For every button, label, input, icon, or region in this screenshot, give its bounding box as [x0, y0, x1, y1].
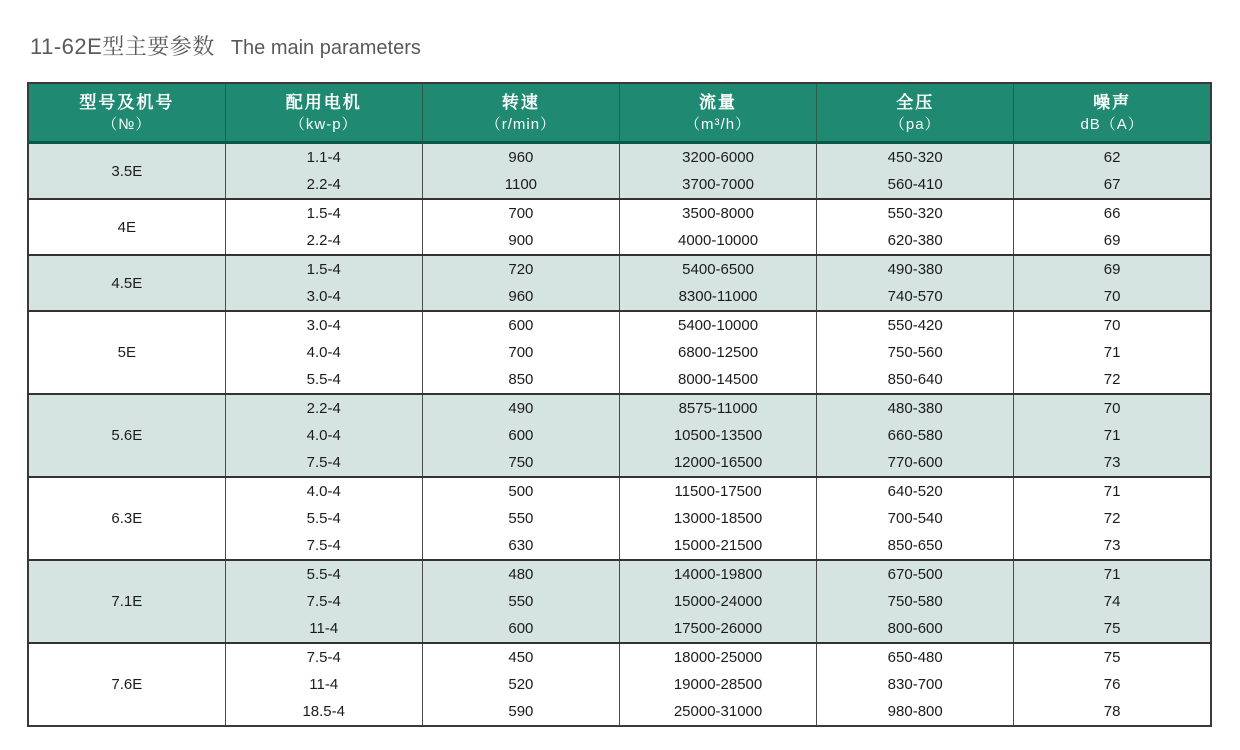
flow-cell: 3700-7000	[619, 171, 816, 199]
noise-cell: 75	[1014, 615, 1211, 643]
column-header-speed	[422, 83, 619, 143]
pressure-cell: 550-320	[817, 199, 1014, 227]
column-header-flow-unit: （m³/h）	[685, 115, 752, 133]
flow-cell: 8575-11000	[619, 394, 816, 422]
motor-cell: 3.0-4	[225, 283, 422, 311]
noise-cell: 69	[1014, 255, 1211, 283]
column-header-motor	[225, 83, 422, 143]
pressure-cell: 450-320	[817, 143, 1014, 172]
pressure-cell: 850-650	[817, 532, 1014, 560]
pressure-cell: 830-700	[817, 671, 1014, 698]
noise-cell: 69	[1014, 227, 1211, 255]
table-row	[28, 199, 1211, 227]
speed-cell: 450	[422, 643, 619, 671]
motor-cell: 5.5-4	[225, 560, 422, 588]
speed-cell: 550	[422, 588, 619, 615]
column-header-model-title: 型号及机号	[79, 93, 175, 113]
page-title-english: The main parameters	[230, 37, 421, 59]
motor-cell: 7.5-4	[225, 532, 422, 560]
column-header-model	[28, 83, 225, 143]
column-header-model-unit: （№）	[102, 115, 152, 133]
motor-cell: 2.2-4	[225, 394, 422, 422]
motor-cell: 2.2-4	[225, 171, 422, 199]
motor-cell: 5.5-4	[225, 366, 422, 394]
noise-cell: 72	[1014, 366, 1211, 394]
motor-cell: 1.5-4	[225, 255, 422, 283]
flow-cell: 14000-19800	[619, 560, 816, 588]
motor-cell: 18.5-4	[225, 698, 422, 726]
table-row	[28, 560, 1211, 588]
pressure-cell: 800-600	[817, 615, 1014, 643]
model-cell: 4.5E	[28, 255, 225, 311]
flow-cell: 12000-16500	[619, 449, 816, 477]
motor-cell: 7.5-4	[225, 449, 422, 477]
table-row	[28, 311, 1211, 339]
table-row	[28, 255, 1211, 283]
pressure-cell: 550-420	[817, 311, 1014, 339]
noise-cell: 78	[1014, 698, 1211, 726]
motor-cell: 3.0-4	[225, 311, 422, 339]
flow-cell: 13000-18500	[619, 505, 816, 532]
motor-cell: 11-4	[225, 615, 422, 643]
motor-cell: 11-4	[225, 671, 422, 698]
motor-cell: 1.1-4	[225, 143, 422, 172]
motor-cell: 7.5-4	[225, 588, 422, 615]
column-header-pressure-unit: （pa）	[889, 115, 941, 133]
column-header-noise	[1014, 83, 1211, 143]
speed-cell: 520	[422, 671, 619, 698]
speed-cell: 630	[422, 532, 619, 560]
pressure-cell: 770-600	[817, 449, 1014, 477]
pressure-cell: 740-570	[817, 283, 1014, 311]
motor-cell: 4.0-4	[225, 422, 422, 449]
noise-cell: 66	[1014, 199, 1211, 227]
pressure-cell: 620-380	[817, 227, 1014, 255]
table-body	[28, 143, 1211, 727]
column-header-speed-title: 转速	[501, 93, 540, 113]
table-row	[28, 143, 1211, 172]
noise-cell: 62	[1014, 143, 1211, 172]
noise-cell: 71	[1014, 477, 1211, 505]
model-cell: 5E	[28, 311, 225, 394]
speed-cell: 720	[422, 255, 619, 283]
page-title	[30, 30, 1240, 61]
motor-cell: 4.0-4	[225, 339, 422, 366]
column-header-speed-unit: （r/min）	[485, 115, 557, 133]
flow-cell: 4000-10000	[619, 227, 816, 255]
motor-cell: 2.2-4	[225, 227, 422, 255]
flow-cell: 18000-25000	[619, 643, 816, 671]
flow-cell: 8000-14500	[619, 366, 816, 394]
speed-cell: 600	[422, 311, 619, 339]
motor-cell: 5.5-4	[225, 505, 422, 532]
flow-cell: 3500-8000	[619, 199, 816, 227]
column-header-flow-title: 流量	[699, 93, 738, 113]
pressure-cell: 490-380	[817, 255, 1014, 283]
speed-cell: 700	[422, 199, 619, 227]
speed-cell: 960	[422, 143, 619, 172]
pressure-cell: 670-500	[817, 560, 1014, 588]
pressure-cell: 650-480	[817, 643, 1014, 671]
flow-cell: 17500-26000	[619, 615, 816, 643]
table-header	[28, 83, 1211, 143]
noise-cell: 74	[1014, 588, 1211, 615]
flow-cell: 5400-6500	[619, 255, 816, 283]
table-row	[28, 477, 1211, 505]
pressure-cell: 750-560	[817, 339, 1014, 366]
speed-cell: 850	[422, 366, 619, 394]
pressure-cell: 640-520	[817, 477, 1014, 505]
model-cell: 3.5E	[28, 143, 225, 200]
flow-cell: 15000-21500	[619, 532, 816, 560]
model-cell: 5.6E	[28, 394, 225, 477]
page-title-chinese: 11-62E型主要参数	[30, 34, 215, 59]
pressure-cell: 700-540	[817, 505, 1014, 532]
model-cell: 7.1E	[28, 560, 225, 643]
pressure-cell: 480-380	[817, 394, 1014, 422]
model-cell: 6.3E	[28, 477, 225, 560]
flow-cell: 6800-12500	[619, 339, 816, 366]
flow-cell: 19000-28500	[619, 671, 816, 698]
speed-cell: 900	[422, 227, 619, 255]
noise-cell: 71	[1014, 560, 1211, 588]
noise-cell: 76	[1014, 671, 1211, 698]
pressure-cell: 660-580	[817, 422, 1014, 449]
model-cell: 7.6E	[28, 643, 225, 726]
speed-cell: 600	[422, 422, 619, 449]
speed-cell: 480	[422, 560, 619, 588]
pressure-cell: 750-580	[817, 588, 1014, 615]
motor-cell: 7.5-4	[225, 643, 422, 671]
column-header-pressure	[817, 83, 1014, 143]
speed-cell: 960	[422, 283, 619, 311]
noise-cell: 70	[1014, 394, 1211, 422]
speed-cell: 590	[422, 698, 619, 726]
parameters-table	[27, 82, 1212, 727]
column-header-motor-title: 配用电机	[285, 93, 362, 113]
speed-cell: 490	[422, 394, 619, 422]
pressure-cell: 560-410	[817, 171, 1014, 199]
table-row	[28, 394, 1211, 422]
noise-cell: 70	[1014, 311, 1211, 339]
noise-cell: 73	[1014, 449, 1211, 477]
noise-cell: 72	[1014, 505, 1211, 532]
motor-cell: 1.5-4	[225, 199, 422, 227]
noise-cell: 70	[1014, 283, 1211, 311]
speed-cell: 500	[422, 477, 619, 505]
noise-cell: 75	[1014, 643, 1211, 671]
column-header-motor-unit: （kw-p）	[289, 115, 358, 133]
speed-cell: 600	[422, 615, 619, 643]
speed-cell: 1100	[422, 171, 619, 199]
model-cell: 4E	[28, 199, 225, 255]
column-header-noise-unit: dB（A）	[1080, 115, 1144, 133]
table-row	[28, 643, 1211, 671]
column-header-flow	[619, 83, 816, 143]
noise-cell: 71	[1014, 339, 1211, 366]
flow-cell: 25000-31000	[619, 698, 816, 726]
flow-cell: 5400-10000	[619, 311, 816, 339]
flow-cell: 15000-24000	[619, 588, 816, 615]
speed-cell: 750	[422, 449, 619, 477]
noise-cell: 73	[1014, 532, 1211, 560]
flow-cell: 11500-17500	[619, 477, 816, 505]
flow-cell: 8300-11000	[619, 283, 816, 311]
speed-cell: 550	[422, 505, 619, 532]
motor-cell: 4.0-4	[225, 477, 422, 505]
column-header-pressure-title: 全压	[896, 93, 935, 113]
noise-cell: 67	[1014, 171, 1211, 199]
speed-cell: 700	[422, 339, 619, 366]
table-header-row	[28, 83, 1211, 143]
column-header-noise-title: 噪声	[1093, 93, 1132, 113]
pressure-cell: 980-800	[817, 698, 1014, 726]
flow-cell: 10500-13500	[619, 422, 816, 449]
noise-cell: 71	[1014, 422, 1211, 449]
flow-cell: 3200-6000	[619, 143, 816, 172]
pressure-cell: 850-640	[817, 366, 1014, 394]
